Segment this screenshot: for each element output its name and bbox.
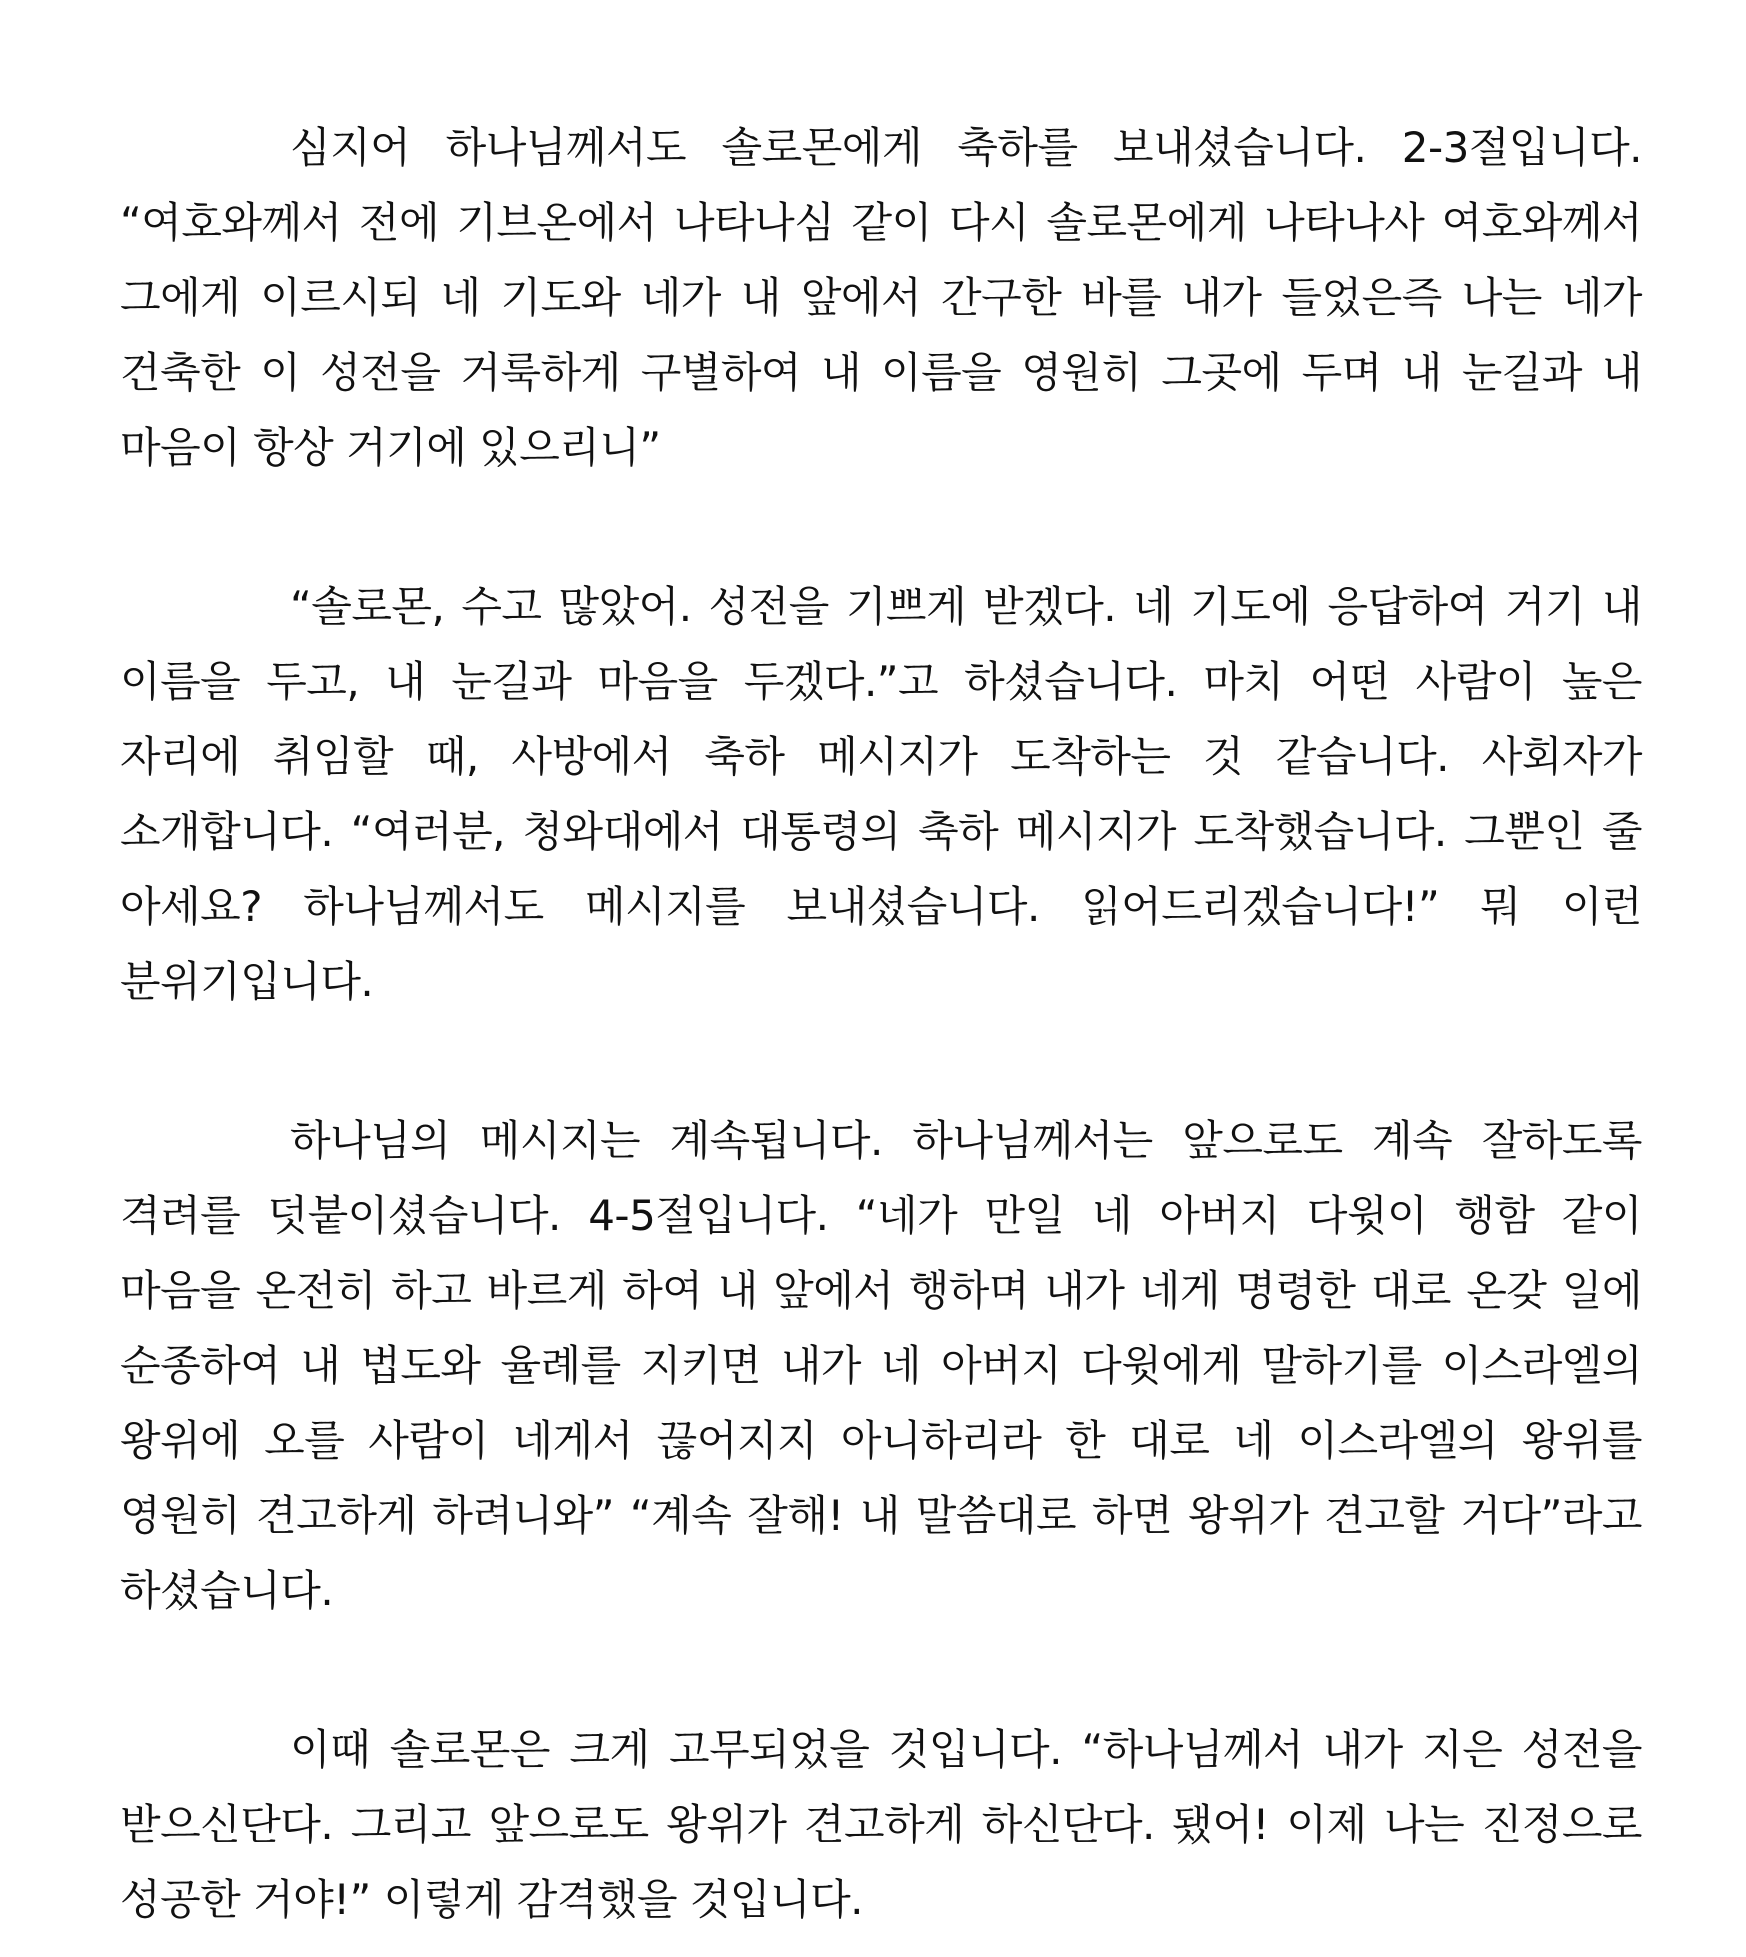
paragraph-3: 하나님의 메시지는 계속됩니다. 하나님께서는 앞으로도 계속 잘하도록 격려를 덧붙이셨습니다. 4-5절입니다. “네가 만일 네 아버지 다윗이 행함 같이 마음을 온전히 하고 바르게 하여 내 앞에서 행하며 내가 네게 명령한 대로 온갖 일에 순종하여 내 법도와 율례를 지키면 내가 네 아버지 다윗에게 말하기를 이스라엘의 왕위에 오를 사람이 네게서 끊어지지 아니하리라 한 대로 네 이스라엘의 왕위를 영원히 견고하게 하려니와” “계속 잘해! 내 말씀대로 하면 왕위가 견고할 거다”라고 하셨습니다. xyxy=(120,1116,1642,1615)
paragraph-4: 이때 솔로몬은 크게 고무되었을 것입니다. “하나님께서 내가 지은 성전을 받으신단다. 그리고 앞으로도 왕위가 견고하게 하신단다. 됐어! 이제 나는 진정으로 성공한 거야!” 이렇게 감격했을 것입니다. xyxy=(120,1725,1642,1924)
document-page xyxy=(120,110,1642,1937)
paragraph-2: “솔로몬, 수고 많았어. 성전을 기쁘게 받겠다. 네 기도에 응답하여 거기 내 이름을 두고, 내 눈길과 마음을 두겠다.”고 하셨습니다. 마치 어떤 사람이 높은 자리에 취임할 때, 사방에서 축하 메시지가 도착하는 것 같습니다. 사회자가 소개합니다. “여러분, 청와대에서 대통령의 축하 메시지가 도착했습니다. 그뿐인 줄 아세요? 하나님께서도 메시지를 보내셨습니다. 읽어드리겠습니다!” 뭐 이런 분위기입니다. xyxy=(120,582,1642,1006)
paragraph-1: 심지어 하나님께서도 솔로몬에게 축하를 보내셨습니다. 2-3절입니다. “여호와께서 전에 기브온에서 나타나심 같이 다시 솔로몬에게 나타나사 여호와께서 그에게 이르시되 네 기도와 네가 내 앞에서 간구한 바를 내가 들었은즉 나는 네가 건축한 이 성전을 거룩하게 구별하여 내 이름을 영원히 그곳에 두며 내 눈길과 내 마음이 항상 거기에 있으리니” xyxy=(120,123,1642,472)
